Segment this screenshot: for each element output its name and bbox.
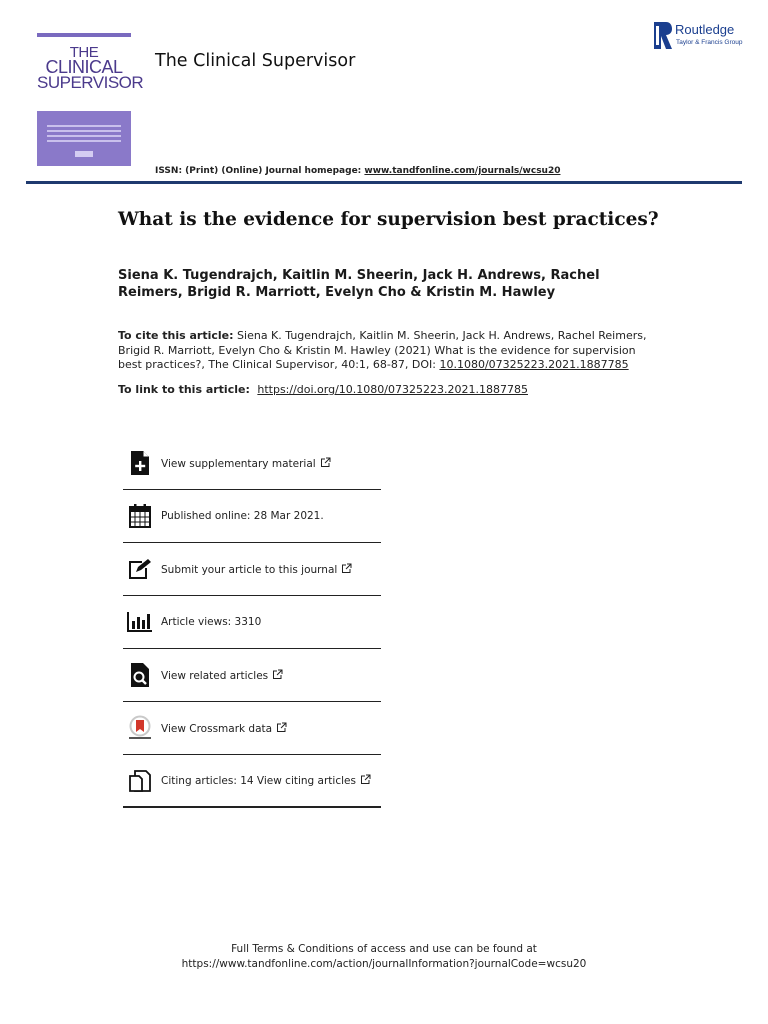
supplementary-file-icon (125, 448, 155, 478)
citing-articles-icon (125, 766, 155, 796)
citation-text: Siena K. Tugendrajch, Kaitlin M. Sheerin, Jack H. Andrews, Rachel Reimers, Brigid R. Marriott, Evelyn Cho & Kristin M. Hawley (2021) What is the evidence for supervision best practices?, The Clinical Supervisor, 40:1, 68-87, DOI: (118, 329, 647, 371)
external-link-icon (272, 669, 283, 680)
article-views-item (123, 596, 381, 649)
footer-terms (0, 942, 768, 972)
related-search-icon (125, 660, 155, 690)
journal-homepage-link[interactable]: www.tandfonline.com/journals/wcsu20 (364, 166, 561, 176)
submit-article-item[interactable] (123, 543, 381, 596)
cover-publisher-logo (75, 151, 93, 157)
related-articles-label: View related articles (161, 669, 283, 682)
cover-title-line1: THE (69, 44, 99, 61)
supplementary-material-label: View supplementary material (161, 457, 331, 470)
citation-doi-link[interactable]: 10.1080/07325223.2021.1887785 (439, 358, 629, 371)
header-divider (26, 181, 742, 184)
citation-label: To cite this article: (118, 329, 234, 342)
calendar-icon (125, 501, 155, 531)
external-link-icon (341, 563, 352, 574)
article-authors: Siena K. Tugendrajch, Kaitlin M. Sheerin, Jack H. Andrews, Rachel Reimers, Brigid R. Marriott, Evelyn Cho & Kristin M. Hawley (118, 268, 600, 300)
published-online-label: Published online: 28 Mar 2021. (161, 510, 324, 522)
cover-title-line2: CLINICAL (45, 57, 123, 77)
crossmark-item[interactable] (123, 702, 381, 755)
article-title: What is the evidence for supervision best practices? (118, 209, 659, 230)
external-link-icon (320, 457, 331, 468)
publisher-logo (654, 22, 750, 50)
related-articles-item[interactable] (123, 649, 381, 702)
journal-name: The Clinical Supervisor (155, 51, 356, 71)
issn-line (155, 166, 560, 176)
journal-cover-image (37, 33, 144, 166)
external-link-icon (276, 722, 287, 733)
cover-text-lines (47, 125, 121, 145)
crossmark-label: View Crossmark data (161, 722, 287, 735)
footer-terms-url[interactable]: https://www.tandfonline.com/action/journalInformation?journalCode=wcsu20 (181, 958, 587, 970)
article-views-label: Article views: 3310 (161, 616, 262, 628)
submit-article-label: Submit your article to this journal (161, 563, 352, 576)
cover-title-line3: SUPERVISOR (37, 73, 144, 92)
article-link-line (118, 383, 528, 396)
routledge-icon (654, 22, 672, 49)
citation-block (118, 329, 648, 373)
citing-articles-item[interactable] (123, 755, 381, 808)
crossmark-icon (125, 713, 155, 743)
supplementary-material-item[interactable] (123, 437, 381, 490)
article-info-list (123, 437, 381, 808)
publisher-subtitle: Taylor & Francis Group (676, 39, 743, 46)
publisher-name: Routledge (675, 22, 735, 37)
edit-icon (125, 554, 155, 584)
article-doi-link[interactable]: https://doi.org/10.1080/07325223.2021.1887785 (257, 383, 528, 396)
citing-articles-label: Citing articles: 14 View citing articles (161, 774, 371, 787)
footer-line1: Full Terms & Conditions of access and use can be found at (231, 943, 537, 955)
article-link-label: To link to this article: (118, 383, 250, 396)
external-link-icon (360, 774, 371, 785)
cover-title-panel (37, 33, 144, 111)
bar-chart-icon (125, 607, 155, 637)
published-online-item (123, 490, 381, 543)
cover-title (37, 44, 144, 92)
issn-text: ISSN: (Print) (Online) Journal homepage: (155, 166, 362, 176)
